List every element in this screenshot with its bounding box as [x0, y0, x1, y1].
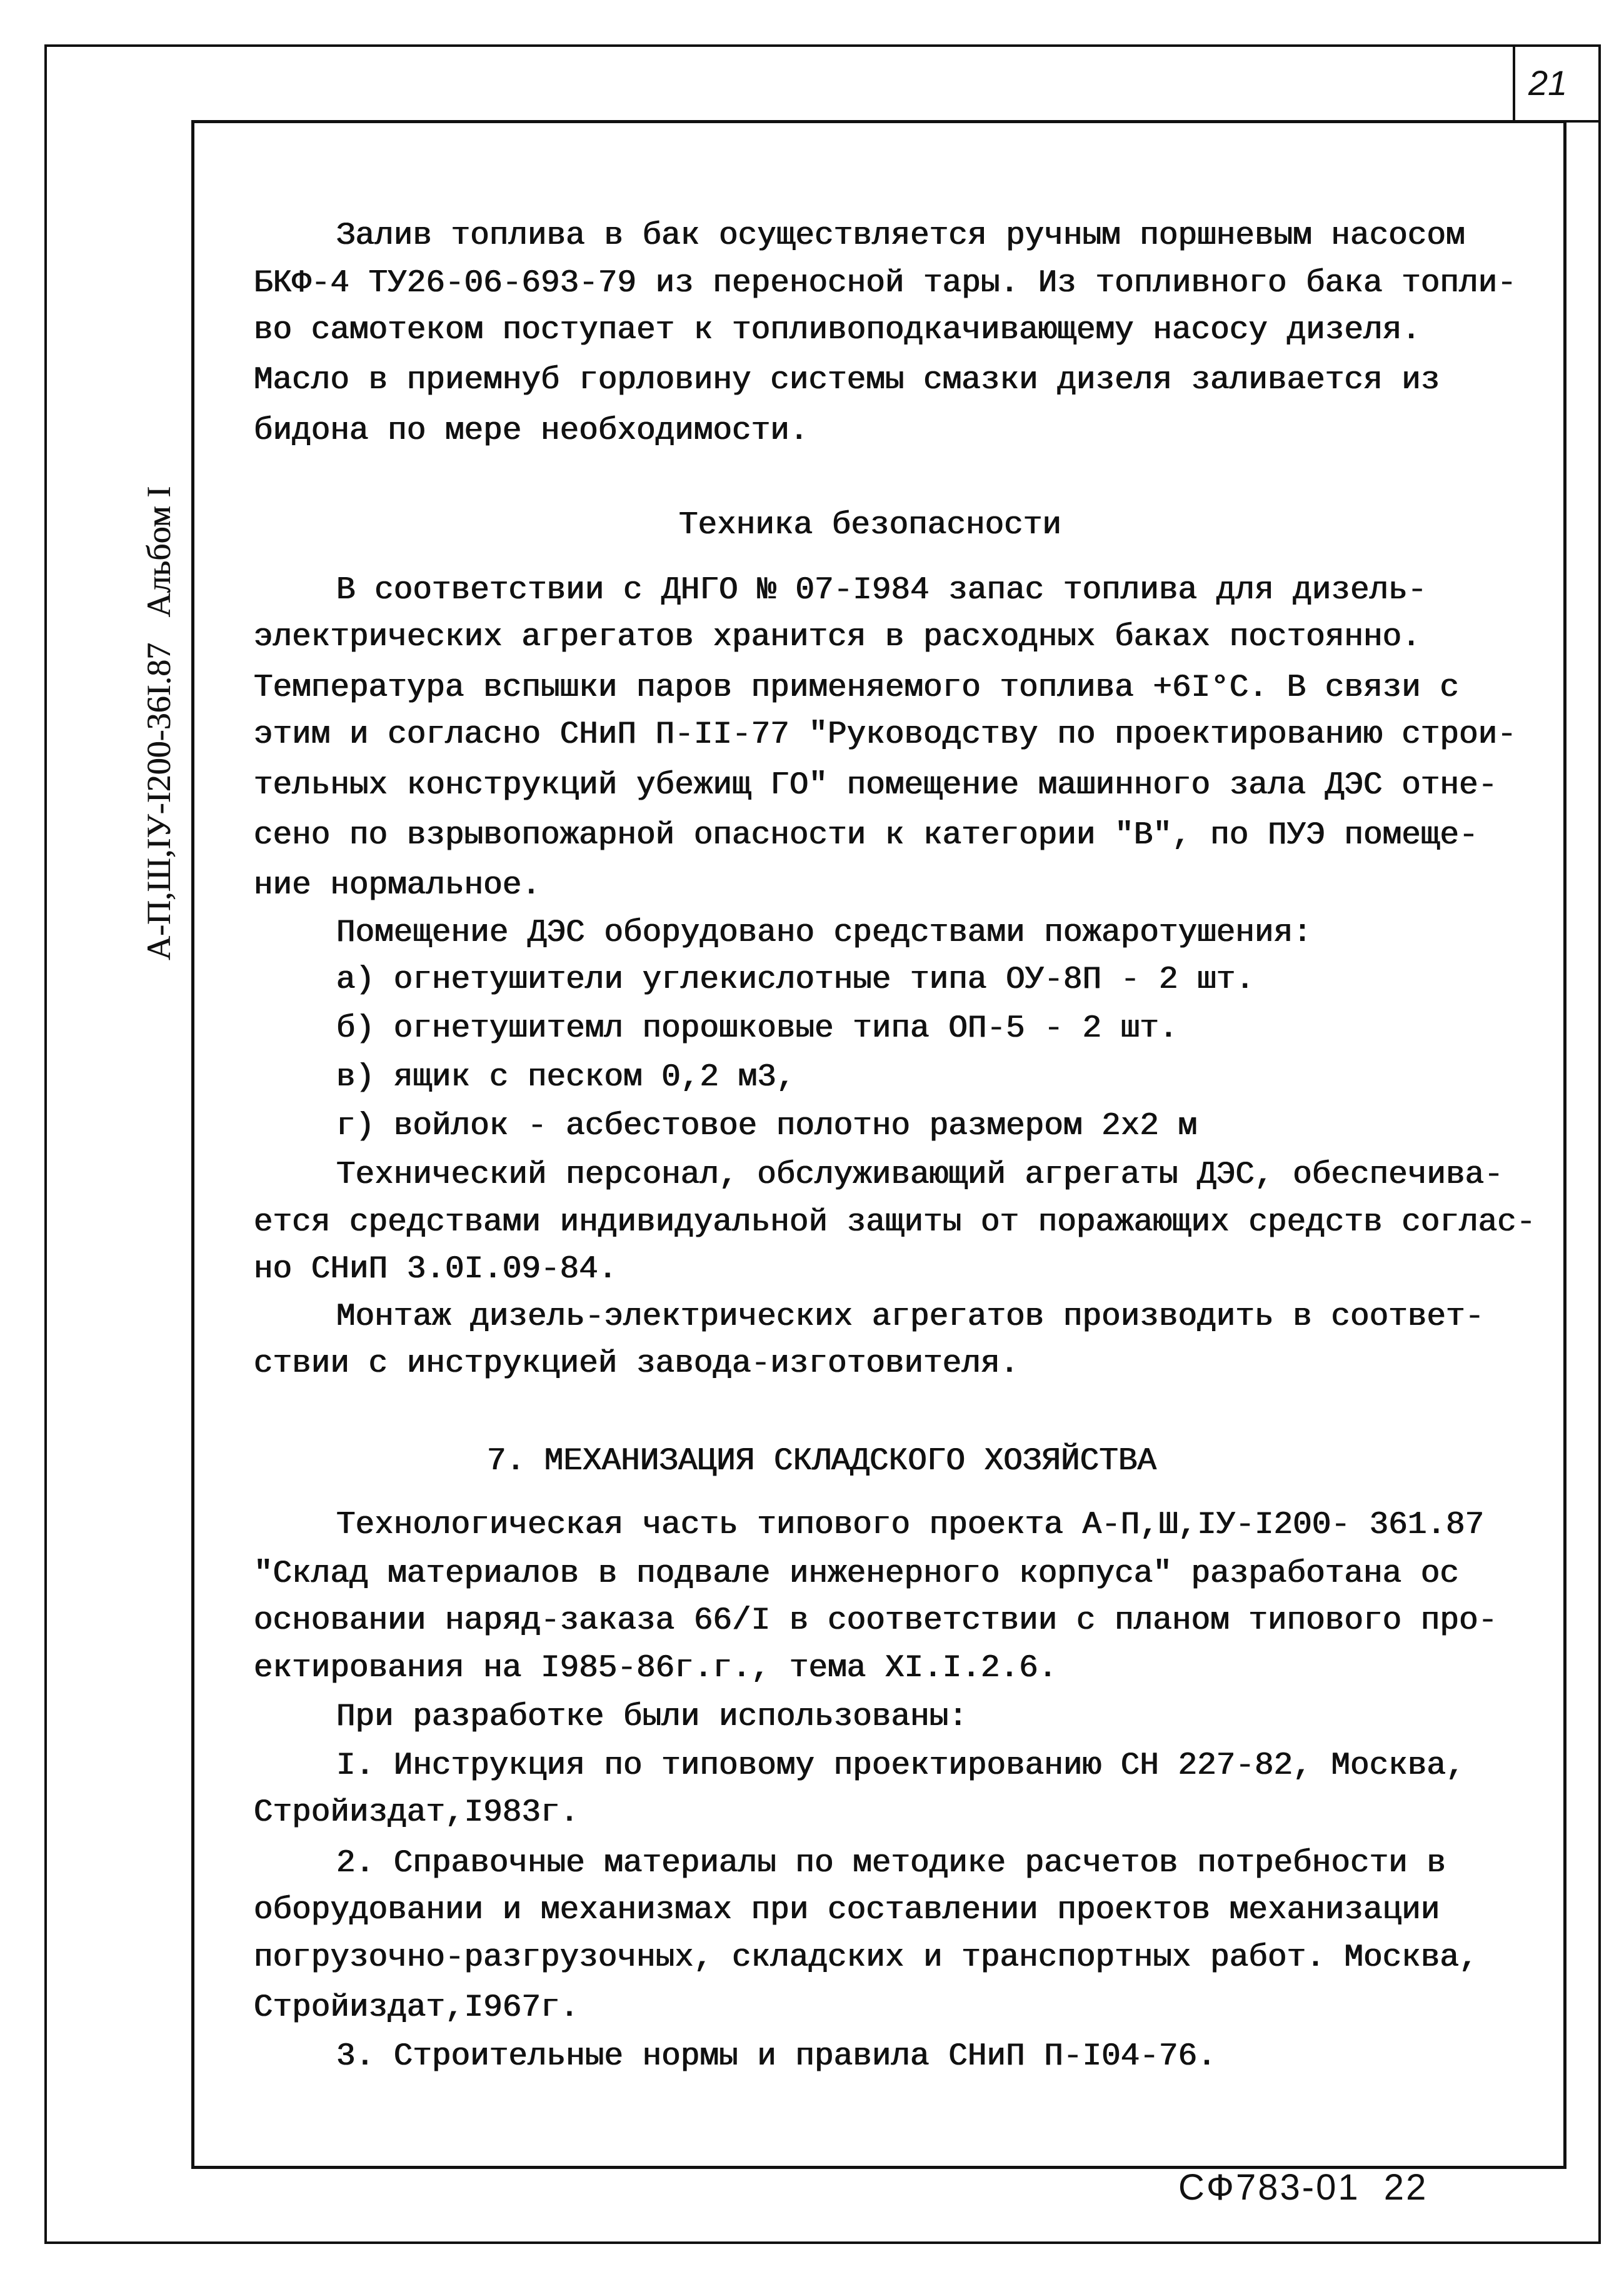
paragraph-line: Залив топлива в бак осуществляется ручным поршневым насосом — [336, 218, 1465, 254]
list-item: погрузочно-разгрузочных, складских и транспортных работ. Москва, — [254, 1940, 1478, 1976]
paragraph-line: сено по взрывопожарной опасности к категории "В", по ПУЭ помеще- — [254, 818, 1478, 853]
paragraph-line: ектирования на I985-86г.г., тема XI.I.2.6. — [254, 1651, 1058, 1686]
paragraph-line: БКФ-4 ТУ26-06-693-79 из переносной тары. Из топливного бака топли- — [254, 266, 1516, 301]
list-item: оборудовании и механизмах при составлении проектов механизации — [254, 1893, 1440, 1928]
paragraph-line: Помещение ДЭС оборудовано средствами пожаротушения: — [336, 915, 1312, 951]
list-item: а) огнетушители углекислотные типа ОУ-8П - 2 шт. — [336, 962, 1255, 998]
paragraph-line: ется средствами индивидуальной защиты от поражающих средств соглас- — [254, 1205, 1536, 1240]
paragraph-line: ние нормальное. — [254, 868, 541, 903]
paragraph-line: ствии с инструкцией завода-изготовителя. — [254, 1346, 1020, 1382]
list-item: в) ящик с песком 0,2 м3, — [336, 1060, 796, 1095]
list-item: г) войлок - асбестовое полотно размером 2х2 м — [336, 1109, 1198, 1144]
footer-code: СФ783-01 22 — [1178, 2167, 1428, 2208]
paragraph-line: основании наряд-заказа 66/I в соответствии с планом типового про- — [254, 1603, 1498, 1639]
paragraph-line: В соответствии с ДНГО № 07-I984 запас топлива для дизель- — [336, 573, 1427, 608]
paragraph-line: Технологическая часть типового проекта А-П,Ш,IУ-I200- 361.87 — [336, 1507, 1485, 1543]
page-number: 21 — [1528, 63, 1568, 103]
side-label: А-П,Ш,IУ-I200-36I.87 Альбом I — [140, 486, 178, 961]
paragraph-line: Монтаж дизель-электрических агрегатов производить в соответ- — [336, 1299, 1485, 1335]
paragraph-line: во самотеком поступает к топливоподкачивающему насосу дизеля. — [254, 313, 1421, 348]
section-heading-7: 7. МЕХАНИЗАЦИЯ СКЛАДСКОГО ХОЗЯЙСТВА — [487, 1444, 1157, 1479]
paragraph-line: электрических агрегатов хранится в расходных баках постоянно. — [254, 620, 1421, 655]
list-item: 2. Справочные материалы по методике расчетов потребности в — [336, 1846, 1446, 1881]
paragraph-line: Масло в приемнуб горловину системы смазки дизеля заливается из — [254, 363, 1440, 398]
paragraph-line: "Склад материалов в подвале инженерного корпуса" разработана ос — [254, 1556, 1460, 1592]
list-item: б) огнетушитемл порошковые типа ОП-5 - 2 шт. — [336, 1011, 1178, 1047]
paragraph-line: При разработке были использованы: — [336, 1699, 968, 1735]
paragraph-line: этим и согласно СНиП П-II-77 "Руководству по проектированию строи- — [254, 717, 1516, 753]
list-item: I. Инструкция по типовому проектированию СН 227-82, Москва, — [336, 1748, 1465, 1784]
paragraph-line: но СНиП 3.0I.09-84. — [254, 1252, 618, 1287]
paragraph-line: Температура вспышки паров применяемого топлива +6I°С. В связи с — [254, 670, 1460, 706]
paragraph-line: Технический персонал, обслуживающий агрегаты ДЭС, обеспечива- — [336, 1157, 1503, 1193]
list-item: Стройиздат,I967г. — [254, 1990, 579, 2026]
paragraph-line: бидона по мере необходимости. — [254, 413, 809, 449]
section-heading-safety: Техника безопасности — [679, 508, 1062, 543]
list-item: Стройиздат,I983г. — [254, 1795, 579, 1831]
paragraph-line: тельных конструкций убежищ ГО" помещение машинного зала ДЭС отне- — [254, 768, 1498, 803]
list-item: 3. Строительные нормы и правила СНиП П-I04-76. — [336, 2039, 1216, 2075]
